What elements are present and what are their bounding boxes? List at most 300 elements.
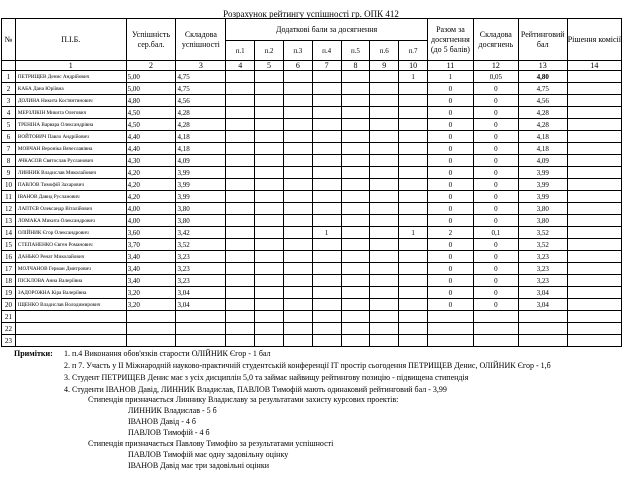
achievement-sum-cell[interactable]: 0 — [427, 167, 473, 179]
bonus-p6-cell[interactable] — [370, 95, 399, 107]
bonus-p2-cell[interactable] — [255, 143, 284, 155]
bonus-p5-cell[interactable] — [341, 275, 370, 287]
decision-cell[interactable] — [567, 227, 621, 239]
achievement-component-cell[interactable]: 0,1 — [473, 227, 518, 239]
row-number-cell[interactable]: 21 — [2, 311, 16, 323]
bonus-p3-cell[interactable] — [283, 323, 312, 335]
student-name-cell[interactable]: СТЕПАНЕНКО Євген Романович — [15, 239, 126, 251]
bonus-p1-cell[interactable] — [226, 191, 255, 203]
bonus-p6-cell[interactable] — [370, 191, 399, 203]
decision-cell[interactable] — [567, 275, 621, 287]
bonus-p2-cell[interactable] — [255, 155, 284, 167]
average-grade-cell[interactable]: 3,40 — [126, 251, 176, 263]
bonus-p6-cell[interactable] — [370, 299, 399, 311]
bonus-p3-cell[interactable] — [283, 227, 312, 239]
bonus-p2-cell[interactable] — [255, 191, 284, 203]
average-grade-cell[interactable]: 3,70 — [126, 239, 176, 251]
bonus-p6-cell[interactable] — [370, 155, 399, 167]
achievement-component-cell[interactable]: 0 — [473, 299, 518, 311]
row-number-cell[interactable]: 5 — [2, 119, 16, 131]
bonus-p2-cell[interactable] — [255, 203, 284, 215]
bonus-p4-cell[interactable] — [312, 155, 341, 167]
bonus-p7-cell[interactable] — [399, 311, 428, 323]
bonus-p2-cell[interactable] — [255, 239, 284, 251]
student-name-cell[interactable]: ЗАДОРОЖНА Кіра Валеріївна — [15, 287, 126, 299]
rating-cell[interactable] — [518, 323, 567, 335]
bonus-p7-cell[interactable] — [399, 299, 428, 311]
bonus-p1-cell[interactable] — [226, 251, 255, 263]
rating-cell[interactable]: 4,28 — [518, 107, 567, 119]
achievement-component-cell[interactable]: 0 — [473, 167, 518, 179]
bonus-p7-cell[interactable] — [399, 191, 428, 203]
bonus-p2-cell[interactable] — [255, 179, 284, 191]
bonus-p3-cell[interactable] — [283, 95, 312, 107]
bonus-p7-cell[interactable] — [399, 239, 428, 251]
row-number-cell[interactable]: 8 — [2, 155, 16, 167]
bonus-p7-cell[interactable] — [399, 143, 428, 155]
row-number-cell[interactable]: 13 — [2, 215, 16, 227]
bonus-p3-cell[interactable] — [283, 203, 312, 215]
bonus-p1-cell[interactable] — [226, 131, 255, 143]
achievement-sum-cell[interactable]: 0 — [427, 119, 473, 131]
grade-component-cell[interactable]: 4,75 — [176, 83, 226, 95]
bonus-p6-cell[interactable] — [370, 215, 399, 227]
bonus-p2-cell[interactable] — [255, 119, 284, 131]
average-grade-cell[interactable]: 3,40 — [126, 275, 176, 287]
bonus-p7-cell[interactable] — [399, 287, 428, 299]
achievement-component-cell[interactable]: 0 — [473, 143, 518, 155]
student-name-cell[interactable]: МЕРЗЛІКІН Микита Олегович — [15, 107, 126, 119]
student-name-cell[interactable]: ПІСКЛОВА Анна Валеріївна — [15, 275, 126, 287]
average-grade-cell[interactable]: 4,00 — [126, 203, 176, 215]
bonus-p7-cell[interactable]: 1 — [399, 227, 428, 239]
bonus-p5-cell[interactable] — [341, 335, 370, 347]
rating-cell[interactable]: 3,99 — [518, 179, 567, 191]
student-name-cell[interactable] — [15, 323, 126, 335]
rating-cell[interactable]: 3,04 — [518, 299, 567, 311]
bonus-p7-cell[interactable] — [399, 167, 428, 179]
row-number-cell[interactable]: 3 — [2, 95, 16, 107]
bonus-p7-cell[interactable] — [399, 179, 428, 191]
bonus-p3-cell[interactable] — [283, 119, 312, 131]
achievement-sum-cell[interactable]: 0 — [427, 179, 473, 191]
student-name-cell[interactable]: ТРЕНІНА Варвара Олександрівна — [15, 119, 126, 131]
achievement-sum-cell[interactable] — [427, 323, 473, 335]
bonus-p4-cell[interactable] — [312, 203, 341, 215]
grade-component-cell[interactable]: 3,52 — [176, 239, 226, 251]
achievement-component-cell[interactable]: 0 — [473, 215, 518, 227]
average-grade-cell[interactable]: 3,60 — [126, 227, 176, 239]
row-number-cell[interactable]: 4 — [2, 107, 16, 119]
achievement-sum-cell[interactable]: 0 — [427, 287, 473, 299]
achievement-sum-cell[interactable]: 0 — [427, 83, 473, 95]
bonus-p2-cell[interactable] — [255, 107, 284, 119]
bonus-p6-cell[interactable] — [370, 131, 399, 143]
bonus-p1-cell[interactable] — [226, 83, 255, 95]
student-name-cell[interactable]: ПЕТРИЩЕВ Денис Андрійович — [15, 71, 126, 83]
rating-cell[interactable]: 4,18 — [518, 131, 567, 143]
bonus-p1-cell[interactable] — [226, 107, 255, 119]
achievement-sum-cell[interactable]: 0 — [427, 251, 473, 263]
bonus-p3-cell[interactable] — [283, 263, 312, 275]
row-number-cell[interactable]: 22 — [2, 323, 16, 335]
rating-cell[interactable]: 4,18 — [518, 143, 567, 155]
student-name-cell[interactable]: ДАНЬКО Ренат Миколайович — [15, 251, 126, 263]
student-name-cell[interactable]: КАБА Дана Юріївна — [15, 83, 126, 95]
row-number-cell[interactable]: 18 — [2, 275, 16, 287]
decision-cell[interactable] — [567, 335, 621, 347]
bonus-p4-cell[interactable] — [312, 215, 341, 227]
row-number-cell[interactable]: 20 — [2, 299, 16, 311]
decision-cell[interactable] — [567, 251, 621, 263]
bonus-p2-cell[interactable] — [255, 323, 284, 335]
row-number-cell[interactable]: 10 — [2, 179, 16, 191]
bonus-p1-cell[interactable] — [226, 179, 255, 191]
student-name-cell[interactable]: ІЩЕНКО Владислав Володимирович — [15, 299, 126, 311]
bonus-p6-cell[interactable] — [370, 107, 399, 119]
bonus-p1-cell[interactable] — [226, 119, 255, 131]
bonus-p5-cell[interactable] — [341, 203, 370, 215]
achievement-component-cell[interactable] — [473, 335, 518, 347]
rating-cell[interactable]: 3,23 — [518, 263, 567, 275]
bonus-p2-cell[interactable] — [255, 299, 284, 311]
bonus-p5-cell[interactable] — [341, 143, 370, 155]
decision-cell[interactable] — [567, 119, 621, 131]
rating-cell[interactable]: 3,52 — [518, 227, 567, 239]
bonus-p3-cell[interactable] — [283, 275, 312, 287]
bonus-p6-cell[interactable] — [370, 239, 399, 251]
bonus-p5-cell[interactable] — [341, 227, 370, 239]
rating-cell[interactable]: 3,23 — [518, 251, 567, 263]
bonus-p4-cell[interactable] — [312, 71, 341, 83]
decision-cell[interactable] — [567, 167, 621, 179]
grade-component-cell[interactable]: 3,99 — [176, 179, 226, 191]
bonus-p2-cell[interactable] — [255, 311, 284, 323]
rating-cell[interactable]: 3,52 — [518, 239, 567, 251]
bonus-p5-cell[interactable] — [341, 263, 370, 275]
decision-cell[interactable] — [567, 191, 621, 203]
bonus-p7-cell[interactable] — [399, 263, 428, 275]
student-name-cell[interactable]: ДОЛИНА Никита Костянтинович — [15, 95, 126, 107]
grade-component-cell[interactable] — [176, 311, 226, 323]
bonus-p1-cell[interactable] — [226, 227, 255, 239]
bonus-p6-cell[interactable] — [370, 323, 399, 335]
grade-component-cell[interactable]: 3,99 — [176, 167, 226, 179]
bonus-p1-cell[interactable] — [226, 71, 255, 83]
bonus-p4-cell[interactable] — [312, 287, 341, 299]
bonus-p4-cell[interactable] — [312, 191, 341, 203]
bonus-p6-cell[interactable] — [370, 179, 399, 191]
bonus-p6-cell[interactable] — [370, 275, 399, 287]
grade-component-cell[interactable]: 3,23 — [176, 251, 226, 263]
bonus-p3-cell[interactable] — [283, 191, 312, 203]
bonus-p1-cell[interactable] — [226, 95, 255, 107]
student-name-cell[interactable]: ЛАПТЄВ Олександр Віталійович — [15, 203, 126, 215]
achievement-component-cell[interactable]: 0 — [473, 239, 518, 251]
row-number-cell[interactable]: 17 — [2, 263, 16, 275]
grade-component-cell[interactable]: 3,42 — [176, 227, 226, 239]
bonus-p2-cell[interactable] — [255, 215, 284, 227]
bonus-p3-cell[interactable] — [283, 167, 312, 179]
student-name-cell[interactable]: ОЛІЙНИК Єгор Олександрович — [15, 227, 126, 239]
grade-component-cell[interactable]: 3,99 — [176, 191, 226, 203]
bonus-p7-cell[interactable] — [399, 131, 428, 143]
achievement-component-cell[interactable] — [473, 323, 518, 335]
row-number-cell[interactable]: 12 — [2, 203, 16, 215]
bonus-p1-cell[interactable] — [226, 311, 255, 323]
bonus-p1-cell[interactable] — [226, 143, 255, 155]
bonus-p3-cell[interactable] — [283, 215, 312, 227]
achievement-component-cell[interactable]: 0 — [473, 95, 518, 107]
achievement-sum-cell[interactable]: 0 — [427, 203, 473, 215]
bonus-p3-cell[interactable] — [283, 251, 312, 263]
row-number-cell[interactable]: 19 — [2, 287, 16, 299]
bonus-p2-cell[interactable] — [255, 263, 284, 275]
achievement-component-cell[interactable]: 0 — [473, 275, 518, 287]
bonus-p1-cell[interactable] — [226, 335, 255, 347]
bonus-p6-cell[interactable] — [370, 203, 399, 215]
bonus-p6-cell[interactable] — [370, 263, 399, 275]
bonus-p4-cell[interactable] — [312, 143, 341, 155]
bonus-p5-cell[interactable] — [341, 95, 370, 107]
student-name-cell[interactable]: АЧКАСОВ Святослав Русланович — [15, 155, 126, 167]
grade-component-cell[interactable]: 4,09 — [176, 155, 226, 167]
bonus-p5-cell[interactable] — [341, 119, 370, 131]
achievement-component-cell[interactable]: 0 — [473, 191, 518, 203]
average-grade-cell[interactable]: 4,00 — [126, 215, 176, 227]
average-grade-cell[interactable]: 4,20 — [126, 167, 176, 179]
rating-cell[interactable]: 3,99 — [518, 191, 567, 203]
average-grade-cell[interactable] — [126, 335, 176, 347]
achievement-component-cell[interactable]: 0 — [473, 83, 518, 95]
bonus-p4-cell[interactable] — [312, 107, 341, 119]
bonus-p7-cell[interactable] — [399, 215, 428, 227]
decision-cell[interactable] — [567, 203, 621, 215]
bonus-p2-cell[interactable] — [255, 167, 284, 179]
rating-cell[interactable]: 4,56 — [518, 95, 567, 107]
bonus-p5-cell[interactable] — [341, 167, 370, 179]
bonus-p5-cell[interactable] — [341, 239, 370, 251]
bonus-p1-cell[interactable] — [226, 239, 255, 251]
grade-component-cell[interactable]: 4,28 — [176, 119, 226, 131]
student-name-cell[interactable] — [15, 335, 126, 347]
bonus-p5-cell[interactable] — [341, 323, 370, 335]
bonus-p5-cell[interactable] — [341, 299, 370, 311]
achievement-sum-cell[interactable]: 2 — [427, 227, 473, 239]
student-name-cell[interactable]: ЛИННИК Владислав Миколайович — [15, 167, 126, 179]
average-grade-cell[interactable]: 4,50 — [126, 119, 176, 131]
grade-component-cell[interactable]: 4,18 — [176, 143, 226, 155]
bonus-p3-cell[interactable] — [283, 131, 312, 143]
average-grade-cell[interactable]: 3,20 — [126, 299, 176, 311]
bonus-p6-cell[interactable] — [370, 143, 399, 155]
bonus-p4-cell[interactable] — [312, 311, 341, 323]
bonus-p2-cell[interactable] — [255, 95, 284, 107]
bonus-p1-cell[interactable] — [226, 167, 255, 179]
bonus-p3-cell[interactable] — [283, 107, 312, 119]
row-number-cell[interactable]: 1 — [2, 71, 16, 83]
achievement-sum-cell[interactable]: 0 — [427, 263, 473, 275]
average-grade-cell[interactable]: 4,50 — [126, 107, 176, 119]
bonus-p7-cell[interactable] — [399, 203, 428, 215]
achievement-component-cell[interactable] — [473, 311, 518, 323]
row-number-cell[interactable]: 15 — [2, 239, 16, 251]
bonus-p6-cell[interactable] — [370, 71, 399, 83]
bonus-p4-cell[interactable] — [312, 179, 341, 191]
bonus-p6-cell[interactable] — [370, 335, 399, 347]
bonus-p5-cell[interactable] — [341, 287, 370, 299]
bonus-p4-cell[interactable] — [312, 251, 341, 263]
bonus-p4-cell[interactable] — [312, 239, 341, 251]
bonus-p4-cell[interactable] — [312, 131, 341, 143]
average-grade-cell[interactable]: 4,40 — [126, 143, 176, 155]
bonus-p4-cell[interactable] — [312, 95, 341, 107]
average-grade-cell[interactable]: 4,80 — [126, 95, 176, 107]
bonus-p7-cell[interactable] — [399, 323, 428, 335]
bonus-p5-cell[interactable] — [341, 83, 370, 95]
bonus-p2-cell[interactable] — [255, 83, 284, 95]
decision-cell[interactable] — [567, 287, 621, 299]
achievement-sum-cell[interactable]: 1 — [427, 71, 473, 83]
achievement-component-cell[interactable]: 0 — [473, 155, 518, 167]
row-number-cell[interactable]: 6 — [2, 131, 16, 143]
bonus-p1-cell[interactable] — [226, 275, 255, 287]
decision-cell[interactable] — [567, 239, 621, 251]
bonus-p5-cell[interactable] — [341, 155, 370, 167]
row-number-cell[interactable]: 11 — [2, 191, 16, 203]
rating-cell[interactable]: 3,80 — [518, 215, 567, 227]
grade-component-cell[interactable]: 3,04 — [176, 287, 226, 299]
bonus-p4-cell[interactable] — [312, 119, 341, 131]
decision-cell[interactable] — [567, 131, 621, 143]
bonus-p7-cell[interactable] — [399, 119, 428, 131]
average-grade-cell[interactable] — [126, 311, 176, 323]
decision-cell[interactable] — [567, 179, 621, 191]
bonus-p6-cell[interactable] — [370, 251, 399, 263]
bonus-p3-cell[interactable] — [283, 71, 312, 83]
decision-cell[interactable] — [567, 311, 621, 323]
bonus-p4-cell[interactable] — [312, 83, 341, 95]
bonus-p3-cell[interactable] — [283, 83, 312, 95]
grade-component-cell[interactable]: 3,04 — [176, 299, 226, 311]
grade-component-cell[interactable]: 4,18 — [176, 131, 226, 143]
average-grade-cell[interactable]: 4,20 — [126, 179, 176, 191]
achievement-sum-cell[interactable] — [427, 335, 473, 347]
student-name-cell[interactable]: ІВАНОВ Давид Русланович — [15, 191, 126, 203]
bonus-p4-cell[interactable] — [312, 323, 341, 335]
decision-cell[interactable] — [567, 143, 621, 155]
student-name-cell[interactable]: ЛОМАКА Микита Олександрович — [15, 215, 126, 227]
grade-component-cell[interactable]: 3,23 — [176, 263, 226, 275]
rating-cell[interactable] — [518, 311, 567, 323]
achievement-sum-cell[interactable]: 0 — [427, 143, 473, 155]
average-grade-cell[interactable]: 3,20 — [126, 287, 176, 299]
row-number-cell[interactable]: 16 — [2, 251, 16, 263]
average-grade-cell[interactable]: 4,30 — [126, 155, 176, 167]
bonus-p2-cell[interactable] — [255, 227, 284, 239]
decision-cell[interactable] — [567, 95, 621, 107]
bonus-p4-cell[interactable] — [312, 275, 341, 287]
decision-cell[interactable] — [567, 107, 621, 119]
bonus-p1-cell[interactable] — [226, 263, 255, 275]
average-grade-cell[interactable]: 3,40 — [126, 263, 176, 275]
bonus-p7-cell[interactable] — [399, 95, 428, 107]
row-number-cell[interactable]: 23 — [2, 335, 16, 347]
bonus-p5-cell[interactable] — [341, 191, 370, 203]
bonus-p4-cell[interactable] — [312, 299, 341, 311]
row-number-cell[interactable]: 9 — [2, 167, 16, 179]
average-grade-cell[interactable]: 5,00 — [126, 83, 176, 95]
bonus-p3-cell[interactable] — [283, 239, 312, 251]
achievement-component-cell[interactable]: 0,05 — [473, 71, 518, 83]
grade-component-cell[interactable]: 4,28 — [176, 107, 226, 119]
rating-cell[interactable] — [518, 335, 567, 347]
row-number-cell[interactable]: 2 — [2, 83, 16, 95]
bonus-p2-cell[interactable] — [255, 287, 284, 299]
bonus-p1-cell[interactable] — [226, 203, 255, 215]
bonus-p3-cell[interactable] — [283, 311, 312, 323]
bonus-p7-cell[interactable] — [399, 335, 428, 347]
student-name-cell[interactable]: МОЛЧАНОВ Герман Дмитрович — [15, 263, 126, 275]
achievement-sum-cell[interactable]: 0 — [427, 107, 473, 119]
bonus-p3-cell[interactable] — [283, 179, 312, 191]
bonus-p6-cell[interactable] — [370, 83, 399, 95]
bonus-p1-cell[interactable] — [226, 215, 255, 227]
achievement-component-cell[interactable]: 0 — [473, 287, 518, 299]
achievement-sum-cell[interactable]: 0 — [427, 191, 473, 203]
bonus-p7-cell[interactable] — [399, 107, 428, 119]
bonus-p7-cell[interactable] — [399, 155, 428, 167]
rating-cell[interactable]: 4,80 — [518, 71, 567, 83]
achievement-sum-cell[interactable]: 0 — [427, 131, 473, 143]
bonus-p7-cell[interactable] — [399, 275, 428, 287]
achievement-sum-cell[interactable]: 0 — [427, 275, 473, 287]
average-grade-cell[interactable] — [126, 323, 176, 335]
bonus-p1-cell[interactable] — [226, 299, 255, 311]
achievement-component-cell[interactable]: 0 — [473, 119, 518, 131]
rating-cell[interactable]: 3,99 — [518, 167, 567, 179]
bonus-p6-cell[interactable] — [370, 287, 399, 299]
bonus-p5-cell[interactable] — [341, 215, 370, 227]
decision-cell[interactable] — [567, 323, 621, 335]
achievement-component-cell[interactable]: 0 — [473, 179, 518, 191]
decision-cell[interactable] — [567, 263, 621, 275]
decision-cell[interactable] — [567, 299, 621, 311]
achievement-component-cell[interactable]: 0 — [473, 107, 518, 119]
achievement-sum-cell[interactable]: 0 — [427, 215, 473, 227]
bonus-p7-cell[interactable] — [399, 83, 428, 95]
bonus-p3-cell[interactable] — [283, 299, 312, 311]
student-name-cell[interactable]: МОВЧАН Вероніка Вячеславівна — [15, 143, 126, 155]
achievement-component-cell[interactable]: 0 — [473, 263, 518, 275]
bonus-p1-cell[interactable] — [226, 323, 255, 335]
grade-component-cell[interactable]: 3,80 — [176, 203, 226, 215]
bonus-p3-cell[interactable] — [283, 287, 312, 299]
bonus-p4-cell[interactable] — [312, 335, 341, 347]
bonus-p5-cell[interactable] — [341, 107, 370, 119]
decision-cell[interactable] — [567, 71, 621, 83]
bonus-p5-cell[interactable] — [341, 179, 370, 191]
grade-component-cell[interactable] — [176, 335, 226, 347]
grade-component-cell[interactable]: 3,80 — [176, 215, 226, 227]
achievement-component-cell[interactable]: 0 — [473, 203, 518, 215]
achievement-sum-cell[interactable]: 0 — [427, 239, 473, 251]
bonus-p2-cell[interactable] — [255, 251, 284, 263]
rating-cell[interactable]: 4,09 — [518, 155, 567, 167]
rating-cell[interactable]: 3,04 — [518, 287, 567, 299]
student-name-cell[interactable]: ВОЙТОВИЧ Павло Андрійович — [15, 131, 126, 143]
bonus-p2-cell[interactable] — [255, 275, 284, 287]
